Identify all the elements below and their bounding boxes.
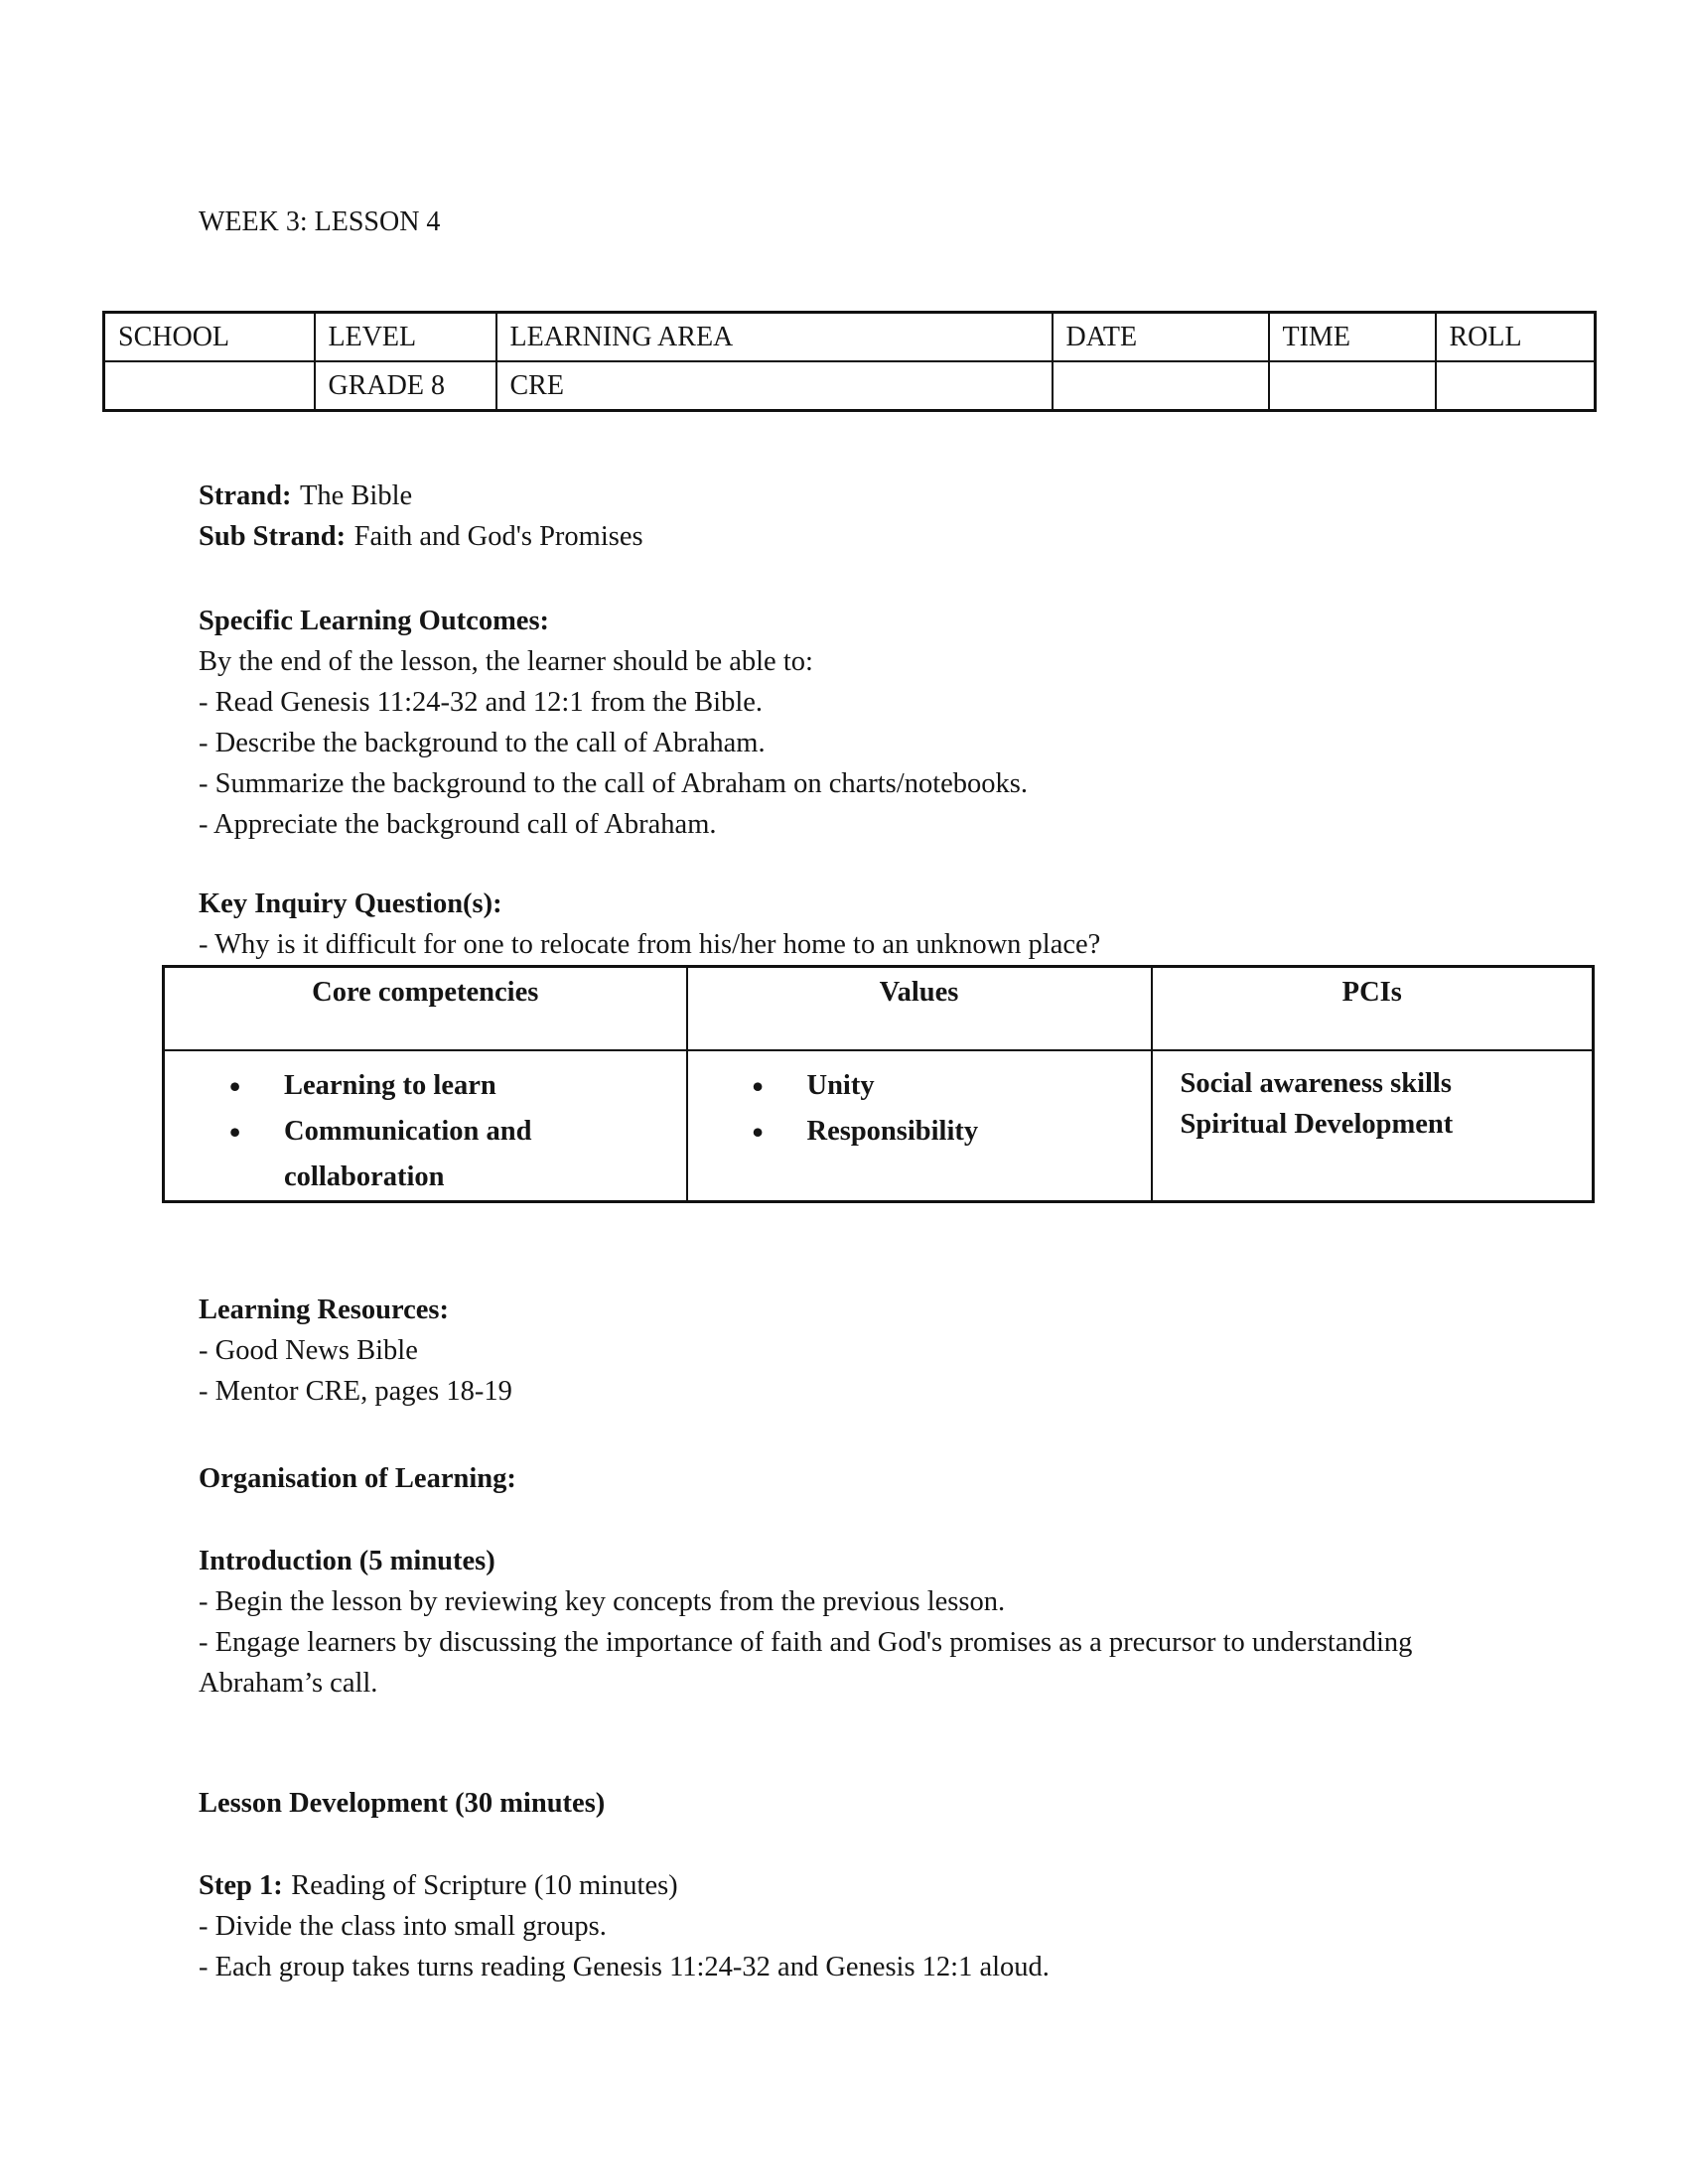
pcis-cell: [1152, 1050, 1594, 1202]
info-header-learning-area: LEARNING AREA: [496, 313, 1053, 362]
info-header-school: SCHOOL: [104, 313, 315, 362]
sub-strand-label: Sub Strand:: [199, 521, 347, 552]
core-competency-item: • Learning to learn: [229, 1063, 544, 1109]
info-header-roll: ROLL: [1436, 313, 1596, 362]
info-header-date: DATE: [1053, 313, 1269, 362]
step1-item: - Each group takes turns reading Genesis 11:24-32 and Genesis 12:1 aloud.: [199, 1952, 1050, 1982]
competency-table-header-row: [164, 967, 1594, 1051]
values-list: [688, 1063, 1151, 1155]
inquiry-heading: Key Inquiry Question(s):: [199, 888, 502, 919]
info-header-time: TIME: [1269, 313, 1436, 362]
info-table-header-row: [104, 313, 1596, 362]
competency-header-pcis: PCIs: [1152, 967, 1594, 1051]
strand-value: The Bible: [299, 480, 413, 511]
step1-line: [199, 1865, 1484, 1906]
resource-item: - Good News Bible: [199, 1335, 418, 1366]
pci-item: Social awareness skills: [1180, 1068, 1452, 1099]
outcome-item: - Describe the background to the call of Abraham.: [199, 728, 766, 758]
info-value-learning-area: CRE: [496, 361, 1053, 411]
step1-label: Step 1:: [199, 1870, 283, 1901]
values-cell: [687, 1050, 1152, 1202]
info-value-school: [104, 361, 315, 411]
organisation-heading: Organisation of Learning:: [199, 1463, 516, 1494]
competency-header-values: Values: [687, 967, 1152, 1051]
introduction-item: - Begin the lesson by reviewing key concepts from the previous lesson.: [199, 1586, 1006, 1617]
info-value-date: [1053, 361, 1269, 411]
pci-item: Spiritual Development: [1180, 1109, 1454, 1140]
lesson-development-heading: Lesson Development (30 minutes): [199, 1788, 606, 1819]
resource-item: - Mentor CRE, pages 18-19: [199, 1376, 512, 1407]
introduction-item: - Engage learners by discussing the importance of faith and God's promises as a precursor to understanding Abraham’s call.: [199, 1627, 1413, 1699]
value-item: • Responsibility: [753, 1109, 1067, 1155]
competency-header-core: Core competencies: [164, 967, 687, 1051]
outcomes-intro: By the end of the lesson, the learner should be able to:: [199, 646, 813, 677]
core-competency-item: • Communication and collaboration: [229, 1109, 544, 1200]
outcome-item: - Summarize the background to the call of Abraham on charts/notebooks.: [199, 768, 1028, 799]
introduction-heading: Introduction (5 minutes): [199, 1546, 495, 1576]
resources-heading: Learning Resources:: [199, 1295, 449, 1325]
value-item: • Unity: [753, 1063, 1067, 1109]
competency-table-body-row: [164, 1050, 1594, 1202]
strand-line: [199, 476, 1484, 516]
core-competencies-list: [165, 1063, 686, 1200]
info-table-value-row: [104, 361, 1596, 411]
info-value-time: [1269, 361, 1436, 411]
info-header-level: LEVEL: [315, 313, 496, 362]
lesson-info-table: [102, 311, 1597, 412]
inquiry-question: - Why is it difficult for one to relocate from his/her home to an unknown place?: [199, 929, 1101, 960]
outcomes-heading: Specific Learning Outcomes:: [199, 606, 550, 636]
step1-title: Reading of Scripture (10 minutes): [291, 1870, 678, 1901]
competency-table: [162, 965, 1595, 1203]
outcome-item: - Appreciate the background call of Abraham.: [199, 809, 717, 840]
strand-label: Strand:: [199, 480, 292, 511]
page-title: WEEK 3: LESSON 4: [199, 206, 441, 237]
step1-item: - Divide the class into small groups.: [199, 1911, 607, 1942]
outcome-item: - Read Genesis 11:24-32 and 12:1 from the Bible.: [199, 687, 764, 718]
sub-strand-line: [199, 516, 1484, 557]
info-value-roll: [1436, 361, 1596, 411]
info-value-level: GRADE 8: [315, 361, 496, 411]
sub-strand-value: Faith and God's Promises: [353, 521, 643, 552]
core-competencies-cell: [164, 1050, 687, 1202]
